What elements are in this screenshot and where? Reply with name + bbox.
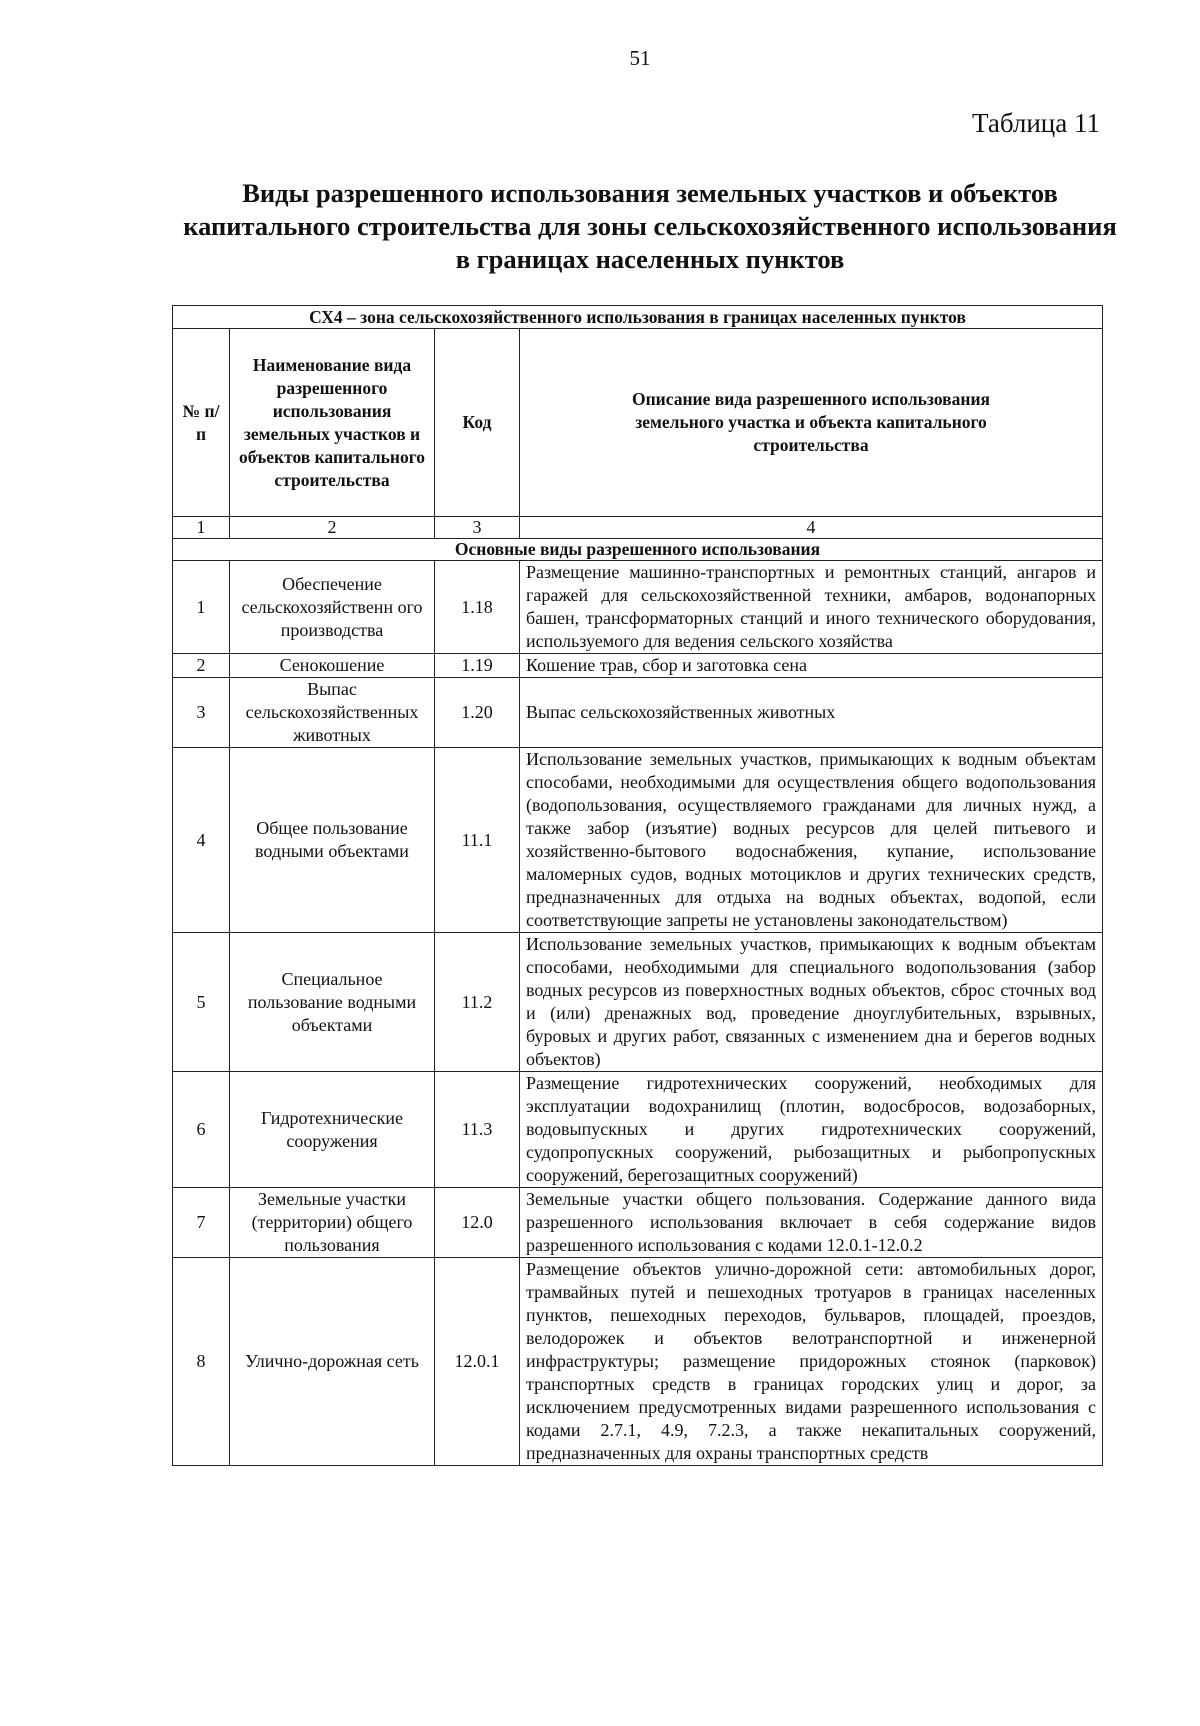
use-description: Размещение машинно-транспортных и ремонтных станций, ангаров и гаражей для сельскохозяйственной техники, амбаров, водонапорных башен, трансформаторных станций и иного технического оборудования, используемого для ведения сельского хозяйства bbox=[520, 561, 1103, 654]
table-row bbox=[173, 933, 1103, 1072]
use-description: Использование земельных участков, примыкающих к водным объектам способами, необходимыми для специального водопользования (забор водных ресурсов из поверхностных водных объектов, сброс сточных вод и (или) дренажных вод, проведение дноуглубительных, взрывных, буровых и других работ, связанных с изменением дна и берегов водных объектов) bbox=[520, 933, 1103, 1072]
row-number: 8 bbox=[173, 1258, 230, 1466]
use-code: 11.3 bbox=[435, 1072, 520, 1188]
column-header-name: Наименование вида разрешенного использования земельных участков и объектов капитального строительства bbox=[230, 329, 435, 517]
zone-header: СХ4 – зона сельскохозяйственного использования в границах населенных пунктов bbox=[173, 306, 1103, 329]
row-number: 7 bbox=[173, 1188, 230, 1258]
document-title: Виды разрешенного использования земельных участков и объектов капитального строительства для зоны сельскохозяйственного использования в границах населенных пунктов bbox=[183, 178, 1117, 274]
use-name: Общее пользование водными объектами bbox=[230, 748, 435, 933]
use-description: Размещение объектов улично-дорожной сети: автомобильных дорог, трамвайных путей и пешеходных тротуаров в границах населенных пунктов, пешеходных переходов, бульваров, площадей, проездов, велодорожек и объектов велотранспортной и инженерной инфраструктуры; размещение придорожных стоянок (парковок) транспортных средств в границах городских улиц и дорог, за исключением предусмотренных видами разрешенного использования с кодами 2.7.1, 4.9, 7.2.3, а также некапитальных сооружений, предназначенных для охраны транспортных средств bbox=[520, 1258, 1103, 1466]
use-description: Кошение трав, сбор и заготовка сена bbox=[520, 654, 1103, 678]
zone-header-row bbox=[173, 306, 1103, 329]
use-name: Гидротехнические сооружения bbox=[230, 1072, 435, 1188]
row-number: 6 bbox=[173, 1072, 230, 1188]
row-number: 2 bbox=[173, 654, 230, 678]
column-number-row bbox=[173, 517, 1103, 539]
table-row bbox=[173, 654, 1103, 678]
land-use-table bbox=[172, 305, 1103, 1466]
table-row bbox=[173, 1188, 1103, 1258]
column-number: 4 bbox=[520, 517, 1103, 539]
column-header-code: Код bbox=[435, 329, 520, 517]
table-row bbox=[173, 678, 1103, 748]
use-name: Сенокошение bbox=[230, 654, 435, 678]
row-number: 4 bbox=[173, 748, 230, 933]
use-code: 11.1 bbox=[435, 748, 520, 933]
section-row bbox=[173, 539, 1103, 561]
use-description: Размещение гидротехнических сооружений, необходимых для эксплуатации водохранилищ (плотин, водосбросов, водозаборных, водовыпускных и других гидротехнических сооружений, судопропускных сооружений, рыбозащитных и рыбопропускных сооружений, берегозащитных сооружений) bbox=[520, 1072, 1103, 1188]
table-row bbox=[173, 748, 1103, 933]
table-row bbox=[173, 1258, 1103, 1466]
section-title: Основные виды разрешенного использования bbox=[173, 539, 1103, 561]
column-number: 2 bbox=[230, 517, 435, 539]
use-name: Земельные участки (территории) общего пользования bbox=[230, 1188, 435, 1258]
use-code: 1.19 bbox=[435, 654, 520, 678]
row-number: 3 bbox=[173, 678, 230, 748]
column-header-row bbox=[173, 329, 1103, 517]
use-name: Улично-дорожная сеть bbox=[230, 1258, 435, 1466]
use-name: Выпас сельскохозяйственных животных bbox=[230, 678, 435, 748]
row-number: 1 bbox=[173, 561, 230, 654]
use-description: Использование земельных участков, примыкающих к водным объектам способами, необходимыми для осуществления общего водопользования (водопользования, осуществляемого гражданами для личных нужд, а также забор (изъятие) водных ресурсов для целей питьевого и хозяйственно-бытового водоснабжения, купание, использование маломерных судов, водных мотоциклов и других технических средств, предназначенных для отдыха на водных объектах, водопой, если соответствующие запреты не установлены законодательством) bbox=[520, 748, 1103, 933]
page-number: 51 bbox=[629, 46, 651, 70]
table-row bbox=[173, 1072, 1103, 1188]
row-number: 5 bbox=[173, 933, 230, 1072]
use-description: Земельные участки общего пользования. Содержание данного вида разрешенного использования включает в себя содержание видов разрешенного использования с кодами 12.0.1-12.0.2 bbox=[520, 1188, 1103, 1258]
use-code: 11.2 bbox=[435, 933, 520, 1072]
use-code: 1.18 bbox=[435, 561, 520, 654]
table-row bbox=[173, 561, 1103, 654]
use-description: Выпас сельскохозяйственных животных bbox=[520, 678, 1103, 748]
use-code: 12.0 bbox=[435, 1188, 520, 1258]
table-label: Таблица 11 bbox=[972, 108, 1100, 138]
column-number: 3 bbox=[435, 517, 520, 539]
use-code: 1.20 bbox=[435, 678, 520, 748]
column-header-num: № п/п bbox=[173, 329, 230, 517]
column-number: 1 bbox=[173, 517, 230, 539]
use-code: 12.0.1 bbox=[435, 1258, 520, 1466]
use-name: Специальное пользование водными объектами bbox=[230, 933, 435, 1072]
column-header-description: Описание вида разрешенного использования земельного участка и объекта капитального строительства bbox=[520, 329, 1103, 517]
use-name: Обеспечение сельскохозяйственн ого производства bbox=[230, 561, 435, 654]
